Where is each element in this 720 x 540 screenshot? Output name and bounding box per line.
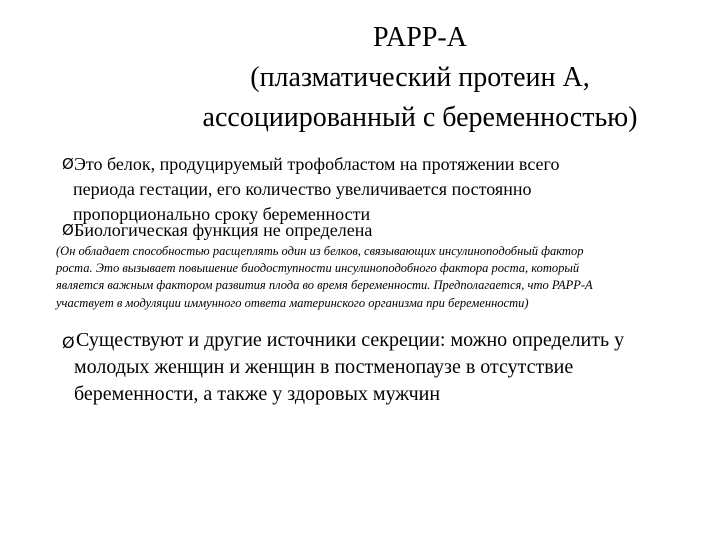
arrow-bullet-icon: Ø <box>62 333 75 352</box>
bullet-line: молодых женщин и женщин в постменопаузе в отсутствие <box>74 356 574 378</box>
note-line: участвует в модуляции иммунного ответа материнского организма при беременности) <box>56 295 529 310</box>
bullet-other-sources <box>62 327 702 408</box>
bullet-protein-origin <box>62 152 702 227</box>
bullet-biological-function <box>62 218 702 243</box>
arrow-bullet-icon: Ø <box>62 221 74 239</box>
note-line: является важным фактором развития плода во время беременности. Предполагается, что PAPP-A <box>56 278 593 293</box>
bullet-line: Это белок, продуцируемый трофобластом на протяжении всего <box>74 154 560 174</box>
bullet-line: Биологическая функция не определена <box>74 220 373 240</box>
bullet-line: пропорционально сроку беременности <box>73 204 371 224</box>
title-line-2: (плазматический протеин А, <box>250 62 590 93</box>
italic-note <box>56 243 706 312</box>
bullet-line: периода гестации, его количество увеличивается постоянно <box>73 179 532 199</box>
note-line: (Он обладает способностью расщеплять один из белков, связывающих инсулиноподобный фактор <box>56 244 584 258</box>
slide-title <box>60 18 720 138</box>
title-line-3: ассоциированный с беременностью) <box>202 102 638 133</box>
note-line: роста. Это вызывает повышение биодоступности инсулиноподобного фактора роста, который <box>56 261 580 276</box>
arrow-bullet-icon: Ø <box>62 155 74 173</box>
title-line-1: PAPP-A <box>373 22 467 53</box>
bullet-line: Существуют и другие источники секреции: можно определить у <box>76 329 625 351</box>
bullet-line: беременности, а также у здоровых мужчин <box>74 383 441 405</box>
